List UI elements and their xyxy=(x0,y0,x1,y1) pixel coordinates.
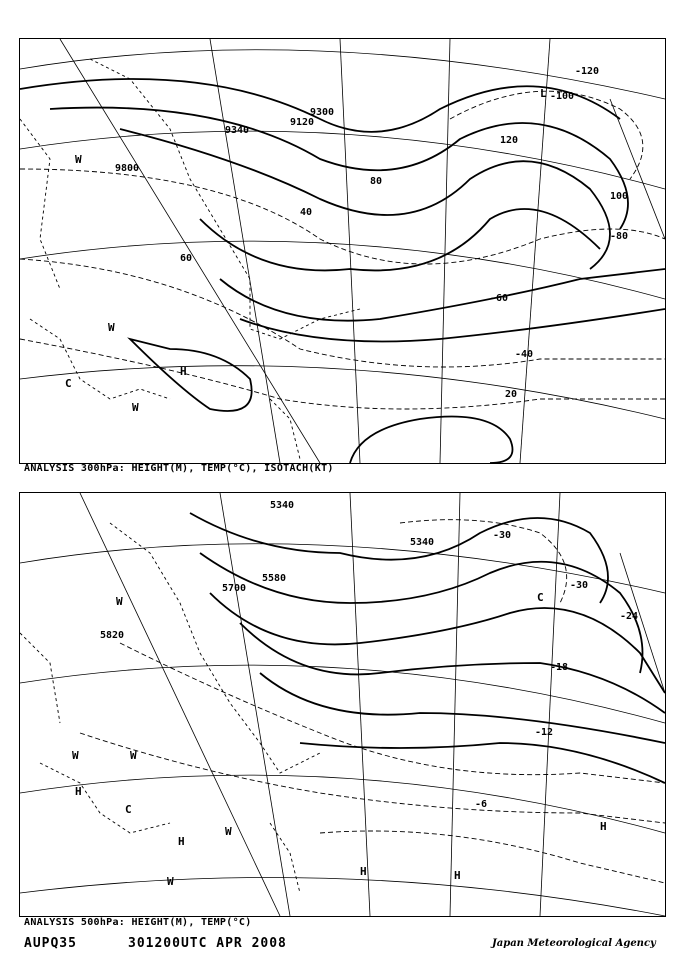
pressure-center: H xyxy=(454,869,461,882)
contour-label: 9120 xyxy=(290,117,315,128)
pressure-center: W xyxy=(108,321,115,334)
pressure-center: W xyxy=(167,875,174,888)
pressure-center: W xyxy=(116,595,123,608)
panel-caption-500: ANALYSIS 500hPa: HEIGHT(M), TEMP(°C) xyxy=(24,917,252,928)
contour-label: -30 xyxy=(493,530,512,541)
contour-label: 120 xyxy=(500,135,519,146)
contour-label: 40 xyxy=(300,207,313,218)
pressure-center: W xyxy=(72,749,79,762)
contour-label: 5820 xyxy=(100,630,125,641)
contour-label: -24 xyxy=(620,611,639,622)
contour-label: 5580 xyxy=(262,573,287,584)
contour-label: -30 xyxy=(570,580,589,591)
isotherm-isotach-300 xyxy=(20,91,665,409)
contour-label: 80 xyxy=(370,176,383,187)
contour-label: -100 xyxy=(550,91,575,102)
contour-label: 60 xyxy=(180,253,193,264)
contour-label: 5340 xyxy=(270,500,295,511)
pressure-centers-300 xyxy=(65,87,547,414)
pressure-center: W xyxy=(75,153,82,166)
contour-label: -40 xyxy=(515,349,534,360)
pressure-center: H xyxy=(180,365,187,378)
pressure-center: W xyxy=(130,749,137,762)
contour-label: -120 xyxy=(575,66,600,77)
pressure-center: C xyxy=(125,803,132,816)
pressure-center: H xyxy=(600,820,607,833)
contour-label: -60 xyxy=(490,293,509,304)
pressure-centers-500 xyxy=(72,591,607,888)
analysis-500hpa-panel xyxy=(19,492,666,917)
pressure-center: W xyxy=(225,825,232,838)
contour-label: 9340 xyxy=(225,125,250,136)
pressure-center: W xyxy=(132,401,139,414)
pressure-center: H xyxy=(75,785,82,798)
contour-label: 20 xyxy=(505,389,518,400)
contour-label: -6 xyxy=(475,799,488,810)
analysis-500hpa-map xyxy=(20,493,665,916)
pressure-center: C xyxy=(65,377,72,390)
agency-credit: Japan Meteorological Agency xyxy=(492,938,656,949)
height-contours-300 xyxy=(20,79,665,463)
analysis-300hpa-panel xyxy=(19,38,666,464)
pressure-center: H xyxy=(178,835,185,848)
contour-label: -12 xyxy=(535,727,554,738)
pressure-center: H xyxy=(360,865,367,878)
chart-id: AUPQ35 xyxy=(24,936,77,951)
contour-label: 5340 xyxy=(410,537,435,548)
contour-label: 100 xyxy=(610,191,629,202)
valid-time: 301200UTC APR 2008 xyxy=(128,936,287,951)
contour-label: 9300 xyxy=(310,107,335,118)
pressure-center: C xyxy=(537,591,544,604)
lat-lon-grid-500 xyxy=(20,493,665,916)
contour-label: 9800 xyxy=(115,163,140,174)
panel-caption-300: ANALYSIS 300hPa: HEIGHT(M), TEMP(°C), ISOTACH(KT) xyxy=(24,463,334,474)
contour-label: 5700 xyxy=(222,583,247,594)
contour-label: -18 xyxy=(550,662,569,673)
contour-label: -80 xyxy=(610,231,629,242)
pressure-center: L xyxy=(540,87,547,100)
analysis-300hpa-map xyxy=(20,39,665,463)
